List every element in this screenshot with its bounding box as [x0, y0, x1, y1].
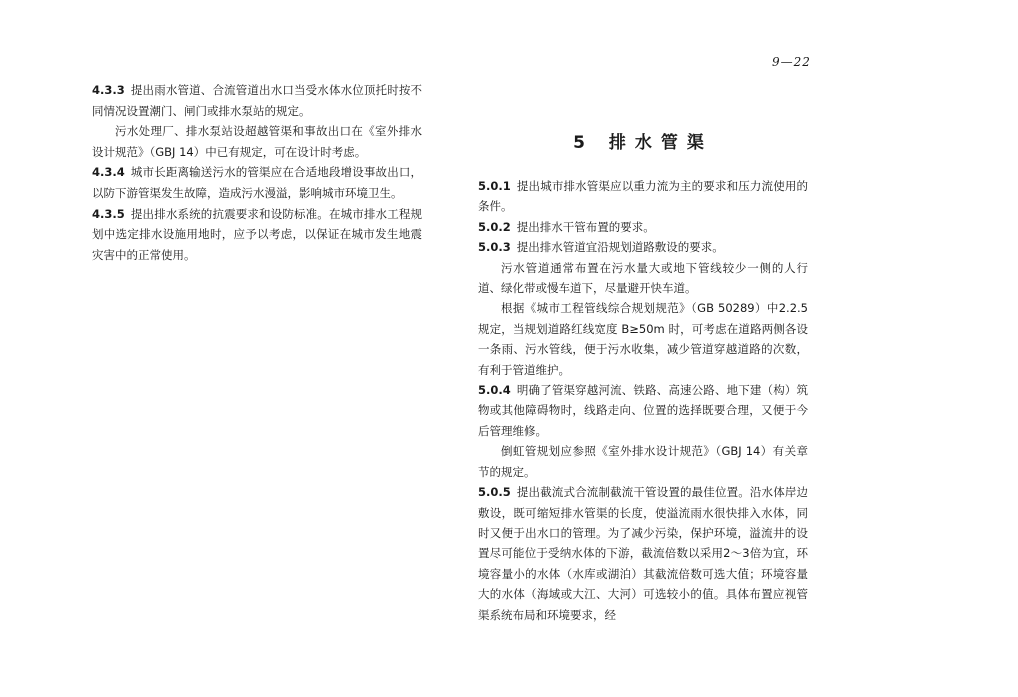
- paragraph: [92, 121, 422, 162]
- chapter-title: 5 排水管渠: [573, 133, 713, 153]
- clause-number: 4.3.5: [92, 206, 125, 221]
- clause-5-0-3: [478, 237, 808, 257]
- clause-4-3-5: [92, 204, 422, 266]
- clause-number: 4.3.3: [92, 83, 125, 97]
- clause-text: 提出排水管道宜沿规划道路敷设的要求。: [516, 240, 724, 255]
- page-number: 9—22: [772, 55, 811, 69]
- clause-number: 5.0.1: [478, 179, 511, 193]
- clause-5-0-2: [478, 217, 808, 237]
- right-column: [478, 176, 808, 625]
- clause-text: 明确了管渠穿越河流、铁路、高速公路、地下建（构）筑物或其他障碍物时，线路走向、位置的选择既要合理，又便于今后管理维修。: [478, 383, 808, 438]
- left-column: [92, 80, 422, 265]
- clause-4-3-4: [92, 162, 422, 203]
- clause-5-0-1: [478, 176, 808, 217]
- clause-4-3-3: [92, 80, 422, 121]
- paragraph: [478, 441, 808, 482]
- paragraph: [478, 258, 808, 299]
- paragraph-text: 根据《城市工程管线综合规划规范》（GB 50289）中2.2.5规定，当规划道路红线宽度 B≥50m 时，可考虑在道路两侧各设一条雨、污水管线，便于污水收集，减少管道穿越道路的次数，有利于管道维护。: [478, 301, 808, 377]
- clause-5-0-5: [478, 482, 808, 625]
- paragraph-text: 污水处理厂、排水泵站设超越管渠和事故出口在《室外排水设计规范》（GBJ 14）中已有规定，可在设计时考虑。: [92, 124, 422, 159]
- clause-text: 提出排水干管布置的要求。: [516, 219, 655, 234]
- clause-number: 5.0.3: [478, 240, 511, 255]
- clause-number: 4.3.4: [92, 165, 125, 180]
- paragraph-text: 污水管道通常布置在污水量大或地下管线较少一侧的人行道、绿化带或慢车道下，尽量避开快车道。: [478, 260, 808, 296]
- paragraph-text: 倒虹管规划应参照《室外排水设计规范》（GBJ 14）有关章节的规定。: [478, 444, 808, 479]
- clause-number: 5.0.5: [478, 485, 511, 500]
- clause-number: 5.0.4: [478, 383, 511, 398]
- clause-text: 提出雨水管道、合流管道出水口当受水体水位顶托时按不同情况设置潮门、闸门或排水泵站的规定。: [92, 83, 422, 118]
- paragraph: [478, 298, 808, 380]
- clause-text: 城市长距离输送污水的管渠应在合适地段增设事故出口，以防下游管渠发生故障，造成污水漫溢，影响城市环境卫生。: [92, 165, 422, 200]
- clause-text: 提出城市排水管渠应以重力流为主的要求和压力流使用的条件。: [478, 179, 808, 214]
- clause-5-0-4: [478, 380, 808, 441]
- clause-text: 提出排水系统的抗震要求和设防标准。在城市排水工程规划中选定排水设施用地时，应予以考虑，以保证在城市发生地震灾害中的正常使用。: [92, 206, 422, 262]
- clause-text: 提出截流式合流制截流干管设置的最佳位置。沿水体岸边敷设，既可缩短排水管渠的长度，使溢流雨水很快排入水体，同时又便于出水口的管理。为了减少污染，保护环境，溢流井的设置尽可能位于受纳水体的下游，截流倍数以采用2～3倍为宜，环境容量小的水体（水库或湖泊）其截流倍数可选大值；环境容量大的水体（海域或大江、大河）可选较小的值。具体布置应视管渠系统布局和环境要求，经: [478, 485, 808, 622]
- clause-number: 5.0.2: [478, 219, 511, 234]
